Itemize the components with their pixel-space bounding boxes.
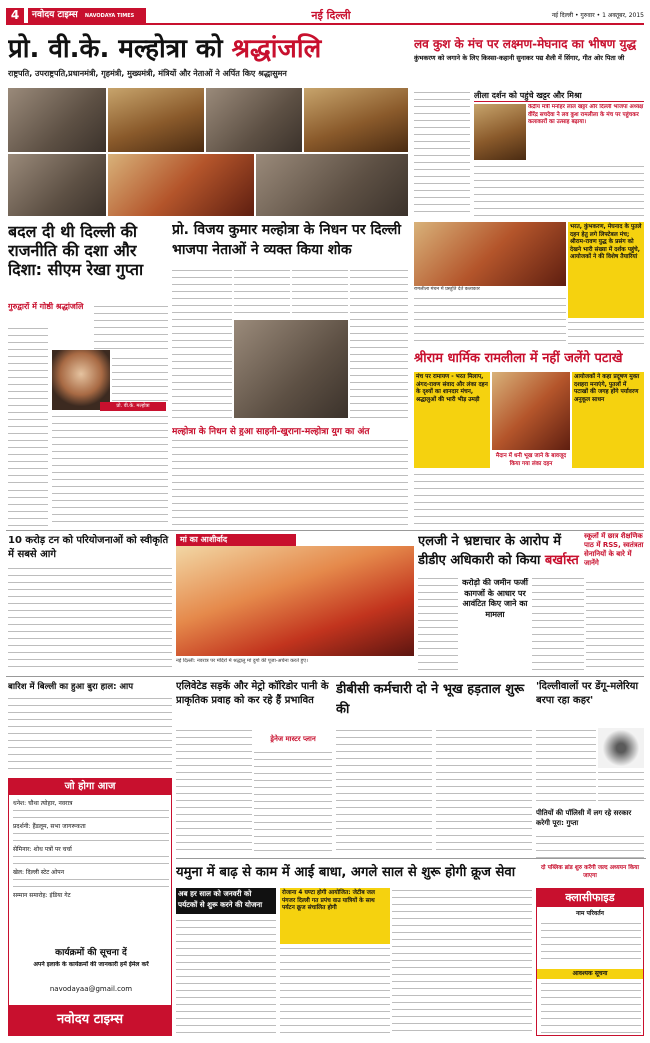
ravan-stage-photo: [414, 222, 566, 286]
ramlila-photo-caption: मैदान में धनी भूख जाने के बावजूद किया गया लंका दहन: [495, 453, 567, 467]
rekha-portrait-photo: [52, 350, 110, 410]
dengue-body-2: [598, 770, 644, 804]
mcd-headline-accent: बर्खास्त: [544, 553, 579, 568]
dtc-body-2: [436, 728, 532, 854]
ravan-box-title: लीला दर्शन को पहुंचे खट्टर और मिश्रा: [474, 90, 644, 102]
rain-headline: बारिश में बिल्ली का हुआ बुरा हाल: आप: [8, 682, 134, 692]
lead-headline: प्रो. वी.के. मल्होत्रा को श्रद्धांजलि: [8, 34, 322, 64]
promo-event: खेल: दिल्ली स्टेट ओपन: [13, 869, 65, 876]
ravan-body-4: [568, 320, 644, 344]
bjp-body-5: [172, 438, 408, 526]
promo-event: प्रदर्शनी: हैंडलूम, सभा जागरूकता: [13, 823, 86, 830]
schemes-headline: 10 करोड़ टन को परियोजनाओं को स्वीकृति में सबसे आगे: [8, 535, 169, 560]
mcd-body-1: [418, 576, 458, 670]
lead-photo-2: [108, 88, 204, 152]
yamuna-body-1: [176, 918, 276, 1036]
promo-title: जो होगा आज: [9, 779, 171, 795]
rss-headline: स्कूलों में छात्र शैक्षणिक पाठ में RSS, स्वतंत्रता सेनानियों के बारे में जानेंगे: [584, 532, 644, 567]
rekha-headline: बदल दी थी दिल्ली की राजनीति की दशा और दिशा: सीएम रेखा गुप्ता: [8, 222, 144, 279]
rain-body: [8, 696, 172, 774]
yamuna-sub: [176, 888, 276, 914]
bjp-strip-headline: मल्होत्रा के निधन से हुआ साहनी-खुराना-मल्होत्रा युग का अंत: [172, 427, 370, 436]
ravan-headline: लव कुश के मंच पर लक्ष्मण-मेघनाद का भीषण युद्ध: [414, 37, 637, 51]
bjp-body-4: [350, 268, 408, 418]
rekha-body-3: [112, 356, 168, 402]
bjp-headline: प्रो. विजय कुमार मल्होत्रा के निधन पर दिल्ली भाजपा नेताओं ने व्यक्त किया शोक: [172, 222, 401, 258]
ravan-body-1: [414, 90, 470, 218]
mcd-quote: करोड़ो की जमीन फर्जी कागजों के आधार पर आवंटित किए जाने का मामला: [462, 578, 528, 619]
lead-photo-4: [304, 88, 408, 152]
ravan-body-2: [474, 164, 644, 218]
lead-photo-6: [108, 154, 254, 216]
policy-body: [536, 834, 644, 860]
rekha-photo-caption: प्रो. वी.के. मल्होत्रा: [100, 402, 166, 411]
rekha-body-1: [8, 326, 48, 484]
promo-events: [13, 799, 169, 939]
page-number: 4: [6, 8, 24, 23]
ravan-box-text: केंद्रीय मंत्री मनोहर लाल खट्टर और दिल्ली भाजपा अध्यक्ष वीरेंद्र सचदेवा ने लव कुश रामलीला के मंच पर पहुंचकर कलाकारों का उत्साह बढ़ाया।: [528, 104, 644, 125]
lead-photo-5: [8, 154, 106, 216]
rekha-body-4: [52, 414, 168, 526]
lead-subhead: राष्ट्रपति, उपराष्ट्रपति,प्रधानमंत्री, गृहमंत्री, मुख्यमंत्री, मंत्रियों और नेताओं ने अर्पित किए श्रद्धासुमन: [8, 69, 287, 78]
lead-photo-7: [256, 154, 408, 216]
rekha-body-2: [94, 304, 168, 354]
bjp-body-1: [172, 268, 232, 418]
paper-name: नवोदय टाइम्स NAVODAYA TIMES: [28, 8, 146, 23]
rekha-subhead: गुरुद्वारों में गोष्ठी श्रद्धांजलि: [8, 302, 84, 311]
promo-event: सम्मान समारोह: इंडिया गेट: [13, 892, 71, 899]
ravan-body-3: [414, 296, 566, 344]
elevated-body-2: [254, 750, 332, 854]
classified-notice: आवश्यक सूचना: [537, 969, 643, 979]
dengue-body-1: [536, 728, 596, 804]
lead-photo-1: [8, 88, 106, 152]
policy-headline: पीतियों की पॉलिसी में लग रहे सरकार करेगी पूरा: गुप्ता: [536, 809, 632, 827]
masthead-bar: [6, 8, 644, 25]
yamuna-box: रोजाना 4 घण्टा होगी आयोजित: जेटीब जल पंगजर दिल्ली गत प्रपंच वाउ यात्रियों के साथ पर्यटन क्रूज संचालित होगी: [280, 888, 390, 944]
yamuna-sub-2: पर्यटकों से शुरू करने की योजना: [178, 900, 263, 909]
schemes-body: [8, 566, 172, 672]
promo-contact-title: कार्यक्रमों की सूचना दें: [55, 948, 127, 958]
durga-label: मां का आशीर्वाद: [176, 534, 296, 546]
yamuna-body-2: [280, 946, 390, 1036]
rss-body: [586, 580, 644, 670]
durga-photo: [176, 546, 414, 656]
classified-sub: नाम परिवर्तन: [575, 910, 605, 917]
mcd-headline-2: डीडीए अधिकारी को किया: [418, 553, 541, 568]
ramlila-right-yellow: आयोजकों ने कहा प्रदूषण मुक्त दशहरा मनाएंगे, पुतलों में पटाखों की जगह होंगे पर्यावरण अनुकूल साधन: [572, 372, 644, 468]
promo-event: सेमिनार: शोध पत्रों पर चर्चा: [13, 846, 72, 853]
yamuna-headline: यमुना में बाढ़ से काम में आई बाधा, अगले साल से शुरू होगी क्रूज सेवा: [176, 865, 516, 880]
bjp-photo: [234, 320, 348, 418]
rekha-body-5: [8, 488, 48, 526]
yamuna-body-3: [392, 888, 532, 1036]
elevated-quote: ड्रेनेज मास्टर प्लान: [270, 735, 316, 743]
ravan-box-photo-1: [474, 104, 526, 160]
lead-photo-3: [206, 88, 302, 152]
promo-event: धनेश: चौथा त्योहार, नवरात्र: [13, 800, 73, 807]
section-label: नई दिल्ली: [311, 9, 351, 22]
ravan-photo-caption: रामलीला मंचन में प्रस्तुति देते कलाकार: [414, 287, 480, 292]
promo-box: [8, 778, 172, 1036]
dtc-body-1: [336, 728, 432, 854]
classified-tag: दो पब्लिक ब्रांड शुरु करेंगी जल्द अध्ययन किया जाएगा: [540, 865, 640, 879]
promo-email[interactable]: navodayaa@gmail.com: [49, 985, 133, 993]
classified-title: क्लासीफाइड: [537, 889, 643, 907]
durga-caption: नई दिल्ली: नवरात्र पर मंदिरों में श्रद्धालु मां दुर्गा की पूजा-अर्चना करते हुए।: [176, 658, 308, 664]
ravan-subhead: कुंभकरण को जगाने के लिए किस्सा-कहानी सुनाकर पद्य शैली में सिंगार, गीत ओर पिता जी: [414, 54, 625, 62]
bjp-body-3: [292, 268, 348, 318]
promo-contact-text: अपने इलाके के कार्यक्रमों की जानकारी हमें ईमेल करें: [33, 961, 149, 968]
paper-name-en: NAVODAYA TIMES: [84, 13, 135, 19]
ramlila-photo: [492, 372, 570, 450]
date-line: नई दिल्ली • गुरुवार • 1 अक्तूबर, 2015: [551, 12, 644, 19]
promo-logo: नवोदय टाइम्स: [9, 1005, 171, 1035]
elevated-body-1: [176, 728, 252, 854]
ramlila-left-yellow: मंच पर रामायण - भरत मिलाप, अंगद-रावण संवाद और लंका दहन के दृश्यों का शानदार मंचन, श्रद्धालुओं की भारी भीड़ उमड़ी: [414, 372, 490, 468]
mosquito-photo: [598, 728, 644, 768]
ramlila-headline: श्रीराम धार्मिक रामलीला में नहीं जलेंगे पटाखे: [414, 351, 623, 366]
yamuna-sub-1: अब हर साल को जनवरी को: [178, 889, 252, 898]
classified-box: [536, 888, 644, 1036]
ramlila-body: [414, 472, 644, 526]
bjp-body-2: [234, 268, 290, 318]
lead-headline-accent: श्रद्धांजलि: [231, 34, 322, 64]
dengue-headline: 'दिल्लीवालों पर डेंगू-मलेरिया बरपा रहा कहर': [536, 681, 639, 706]
mcd-headline-1: एलजी ने भ्रष्टाचार के आरोप में: [418, 534, 562, 549]
mcd-body-2: [532, 576, 584, 670]
dtc-headline: डीबीसी कर्मचारी दो ने भूख हड़ताल शुरू की: [336, 682, 525, 717]
elevated-headline: एलिवेटेड सड़कें और मेट्रो कॉरिडोर पानी के प्राकृतिक प्रवाह को कर रहे हैं प्रभावित: [176, 681, 329, 706]
ravan-yellow-box: भरत, कुंभकरण, मेघनाद के पुतले दहन हेतु लगे लिफ्टेबल मंच; श्रीराम-रावण युद्ध के प्रसंग को देखने भारी संख्या में दर्शक पहुंचे, आयोजकों ने की विशेष तैयारियां: [568, 222, 644, 318]
